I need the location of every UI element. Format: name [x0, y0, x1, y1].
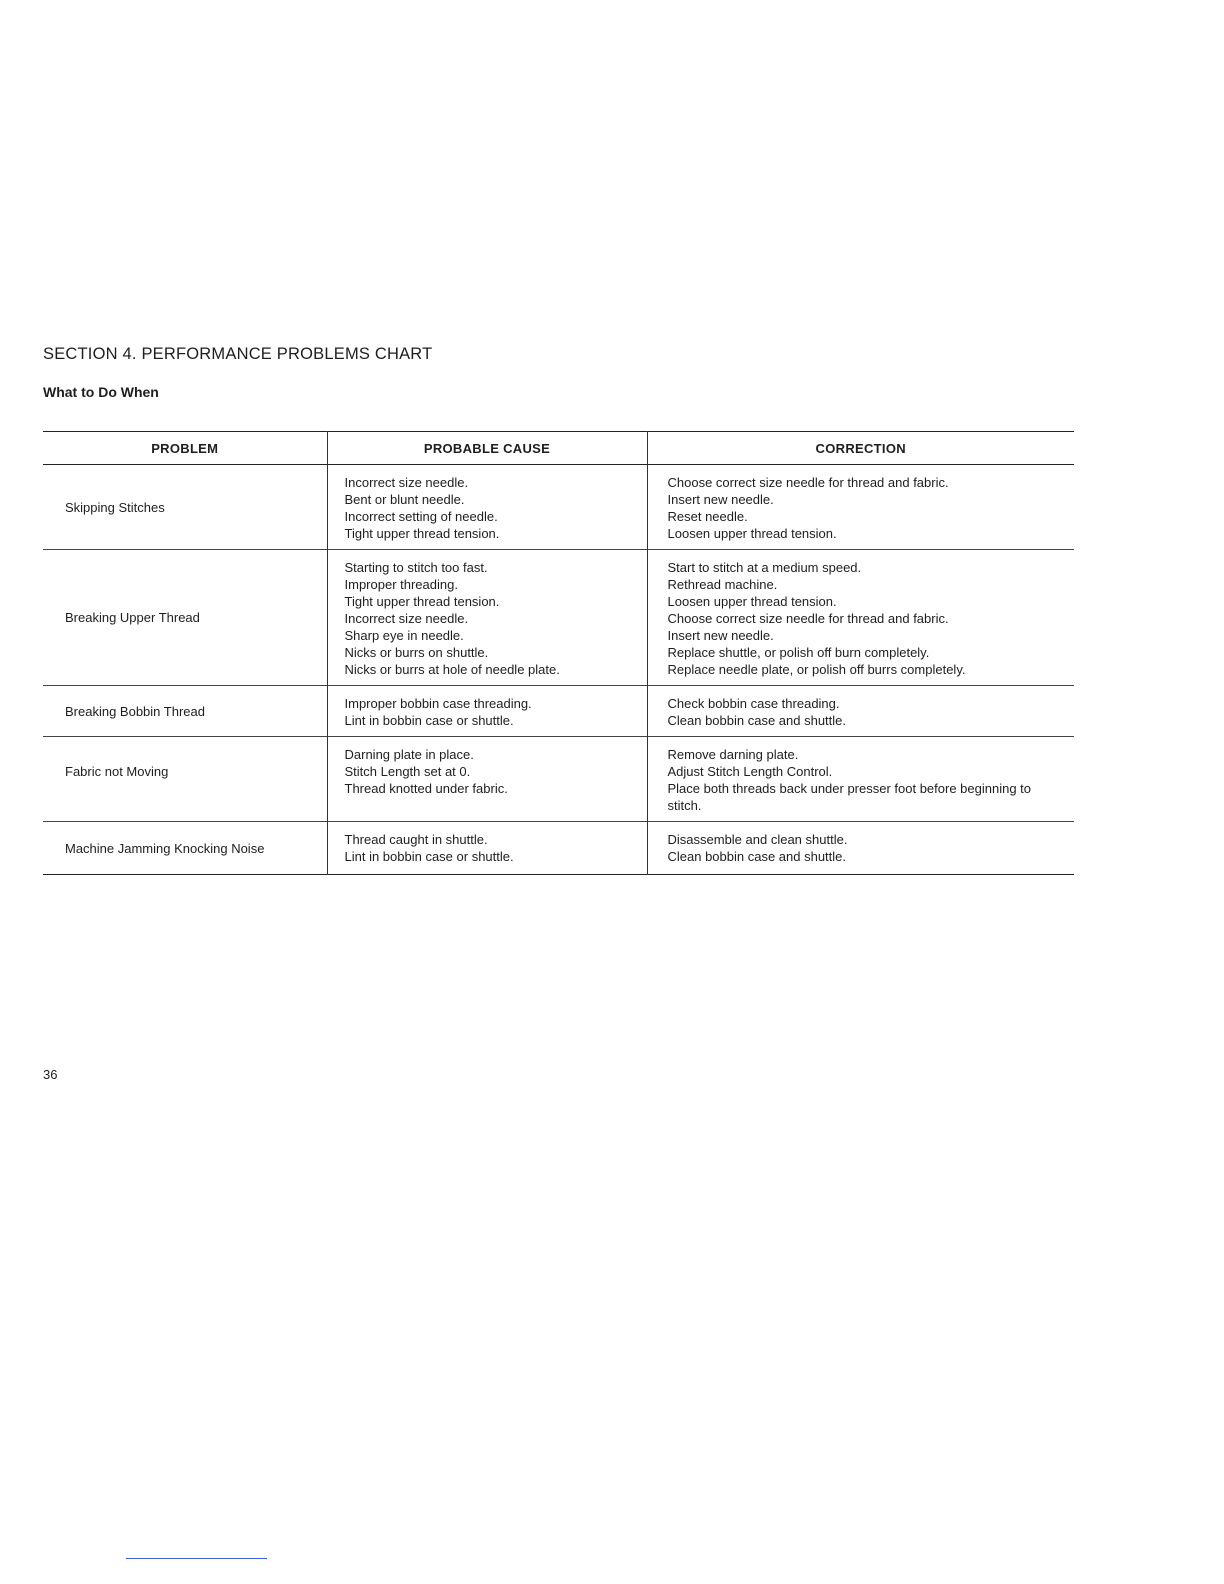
correction-cell	[647, 737, 1074, 822]
cause-line: Bent or blunt needle.	[344, 492, 465, 507]
table-row	[43, 737, 1074, 822]
problem-cell: Fabric not Moving	[65, 764, 169, 779]
cause-line: Lint in bobbin case or shuttle.	[344, 713, 514, 728]
cause-line: Incorrect size needle.	[344, 611, 469, 626]
footer-rule	[126, 1558, 267, 1559]
correction-line: Rethread machine.	[667, 577, 778, 592]
correction-cell	[647, 686, 1074, 737]
correction-line: Check bobbin case threading.	[667, 696, 840, 711]
cause-line: Starting to stitch too fast.	[344, 560, 488, 575]
cause-line: Improper bobbin case threading.	[344, 696, 532, 711]
correction-cell	[647, 822, 1074, 875]
cause-line: Nicks or burrs at hole of needle plate.	[344, 662, 560, 677]
cause-line: Thread caught in shuttle.	[344, 832, 488, 847]
correction-line: Replace needle plate, or polish off burrs completely.	[667, 662, 966, 677]
correction-line: Disassemble and clean shuttle.	[667, 832, 848, 847]
cause-cell	[327, 822, 647, 875]
cause-line: Tight upper thread tension.	[344, 594, 500, 609]
correction-line: Loosen upper thread tension.	[667, 594, 837, 609]
problem-cell: Breaking Bobbin Thread	[65, 703, 205, 719]
correction-line: Insert new needle.	[667, 492, 774, 507]
cause-line: Incorrect setting of needle.	[344, 509, 498, 524]
page-number: 36	[43, 1067, 58, 1082]
correction-line: Adjust Stitch Length Control.	[667, 764, 833, 779]
correction-line: Clean bobbin case and shuttle.	[667, 849, 847, 864]
cause-line: Lint in bobbin case or shuttle.	[344, 849, 514, 864]
correction-line: Choose correct size needle for thread and fabric.	[667, 611, 949, 626]
header-probable-cause: PROBABLE CAUSE	[327, 432, 647, 465]
performance-problems-table	[43, 431, 1074, 875]
correction-line: Start to stitch at a medium speed.	[667, 560, 862, 575]
problem-cell: Machine Jamming Knocking Noise	[65, 840, 265, 856]
correction-line: Insert new needle.	[667, 628, 774, 643]
correction-line: Reset needle.	[667, 509, 748, 524]
cause-line: Improper threading.	[344, 577, 458, 592]
correction-line: Loosen upper thread tension.	[667, 526, 837, 541]
cause-line: Darning plate in place.	[344, 747, 474, 762]
table-row	[43, 550, 1074, 686]
cause-cell	[327, 465, 647, 550]
subtitle: What to Do When	[43, 384, 159, 400]
header-problem: PROBLEM	[151, 440, 219, 456]
cause-line: Tight upper thread tension.	[344, 526, 500, 541]
correction-cell	[647, 465, 1074, 550]
table-row	[43, 686, 1074, 737]
table-header-row	[43, 432, 1074, 465]
correction-line: Remove darning plate.	[667, 747, 799, 762]
correction-line: Clean bobbin case and shuttle.	[667, 713, 847, 728]
correction-line: Replace shuttle, or polish off burn completely.	[667, 645, 930, 660]
cause-line: Nicks or burrs on shuttle.	[344, 645, 489, 660]
cause-cell	[327, 550, 647, 686]
correction-line: Place both threads back under presser foot before beginning to stitch.	[667, 781, 1032, 813]
correction-cell	[647, 550, 1074, 686]
cause-line: Stitch Length set at 0.	[344, 764, 471, 779]
cause-cell	[327, 737, 647, 822]
cause-cell	[327, 686, 647, 737]
header-correction: CORRECTION	[647, 432, 1074, 465]
correction-line: Choose correct size needle for thread and fabric.	[667, 475, 949, 490]
table-row	[43, 465, 1074, 550]
cause-line: Thread knotted under fabric.	[344, 781, 508, 796]
problem-cell: Skipping Stitches	[65, 499, 165, 515]
section-title: SECTION 4. PERFORMANCE PROBLEMS CHART	[43, 345, 433, 363]
problem-cell: Breaking Upper Thread	[65, 610, 200, 625]
table-row	[43, 822, 1074, 875]
cause-line: Sharp eye in needle.	[344, 628, 464, 643]
cause-line: Incorrect size needle.	[344, 475, 469, 490]
